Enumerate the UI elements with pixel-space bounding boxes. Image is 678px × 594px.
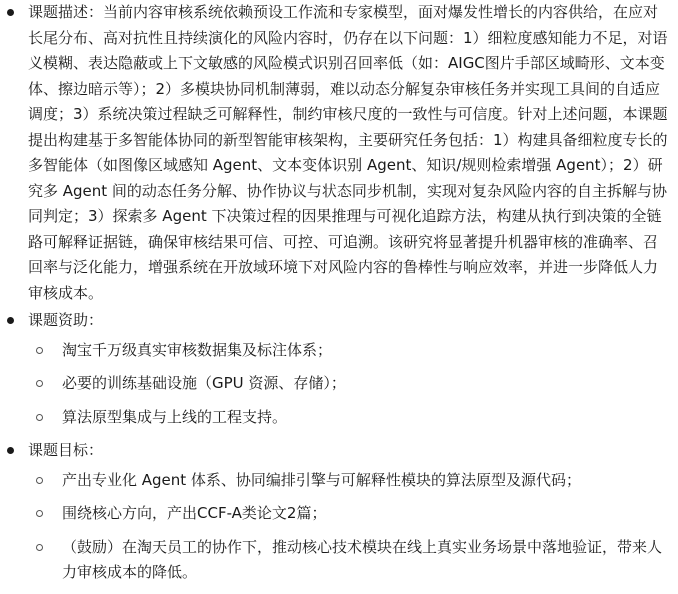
hollow-bullet-icon [36, 347, 43, 354]
list-item [28, 535, 672, 586]
bullet-icon [7, 9, 14, 16]
description-text: 当前内容审核系统依赖预设工作流和专家模型，面对爆发性增长的内容供给，在应对长尾分布、高对抗性且持续演化的风险内容时，仍存在以下问题：1）细粒度感知能力不足，对语义模糊、表达隐蔽或上下文敏感的风险模式识别召回率低（如：AIGC图片手部区域畸形、文本变体、擦边暗示等）；2）多模块协同机制薄弱，难以动态分解复杂审核任务并实现工具间的自适应调度；3）系统决策过程缺乏可解释性，制约审核尺度的一致性与可信度。针对上述问题，本课题提出构建基于多智能体协同的新型智能审核架构，主要研究任务包括：1）构建具备细粒度专长的多智能体（如图像区域感知 Agent、文本变体识别 Agent、知识/规则检索增强 Agent）；2）研究多 Agent 间的动态任务分解、协作协议与状态同步机制，实现对复杂风险内容的自主拆解与协同判定；3）探索多 Agent 下决策过程的因果推理与可视化追踪方法，构建从执行到决策的全链路可解释证据链，确保审核结果可信、可控、可追溯。该研究将显著提升机器审核的准确率、召回率与泛化能力，增强系统在开放域环境下对风险内容的鲁棒性与响应效率，并进一步降低人力审核成本。 [28, 3, 668, 302]
bullet-icon [7, 447, 14, 454]
hollow-bullet-icon [36, 544, 43, 551]
list-item [28, 501, 672, 527]
section-goals [0, 438, 678, 586]
list-item-text: 算法原型集成与上线的工程支持。 [62, 407, 288, 426]
list-item-text: 产出专业化 Agent 体系、协同编排引擎与可解释性模块的算法原型及源代码； [62, 470, 581, 489]
description-paragraph [28, 0, 672, 306]
list-item-text: 围绕核心方向，产出CCF-A类论文2篇； [62, 504, 327, 522]
section-heading: 课题目标： [28, 441, 104, 459]
list-item-text: 必要的训练基础设施（GPU 资源、存储）； [62, 374, 346, 392]
list-item-text: 淘宝千万级真实审核数据集及标注体系； [62, 340, 333, 359]
list-item [28, 338, 672, 364]
section-heading: 课题资助： [28, 311, 104, 329]
goals-list [28, 468, 672, 586]
hollow-bullet-icon [36, 510, 43, 517]
list-item [28, 468, 672, 494]
section-heading: 课题描述： [28, 3, 104, 21]
list-item [28, 405, 672, 431]
list-item-text: （鼓励）在淘天员工的协作下，推动核心技术模块在线上真实业务场景中落地验证，带来人力审核成本的降低。 [62, 537, 663, 581]
bullet-icon [7, 317, 14, 324]
hollow-bullet-icon [36, 477, 43, 484]
hollow-bullet-icon [36, 414, 43, 421]
list-item [28, 371, 672, 397]
support-list [28, 338, 672, 431]
section-support [0, 308, 678, 430]
hollow-bullet-icon [36, 380, 43, 387]
